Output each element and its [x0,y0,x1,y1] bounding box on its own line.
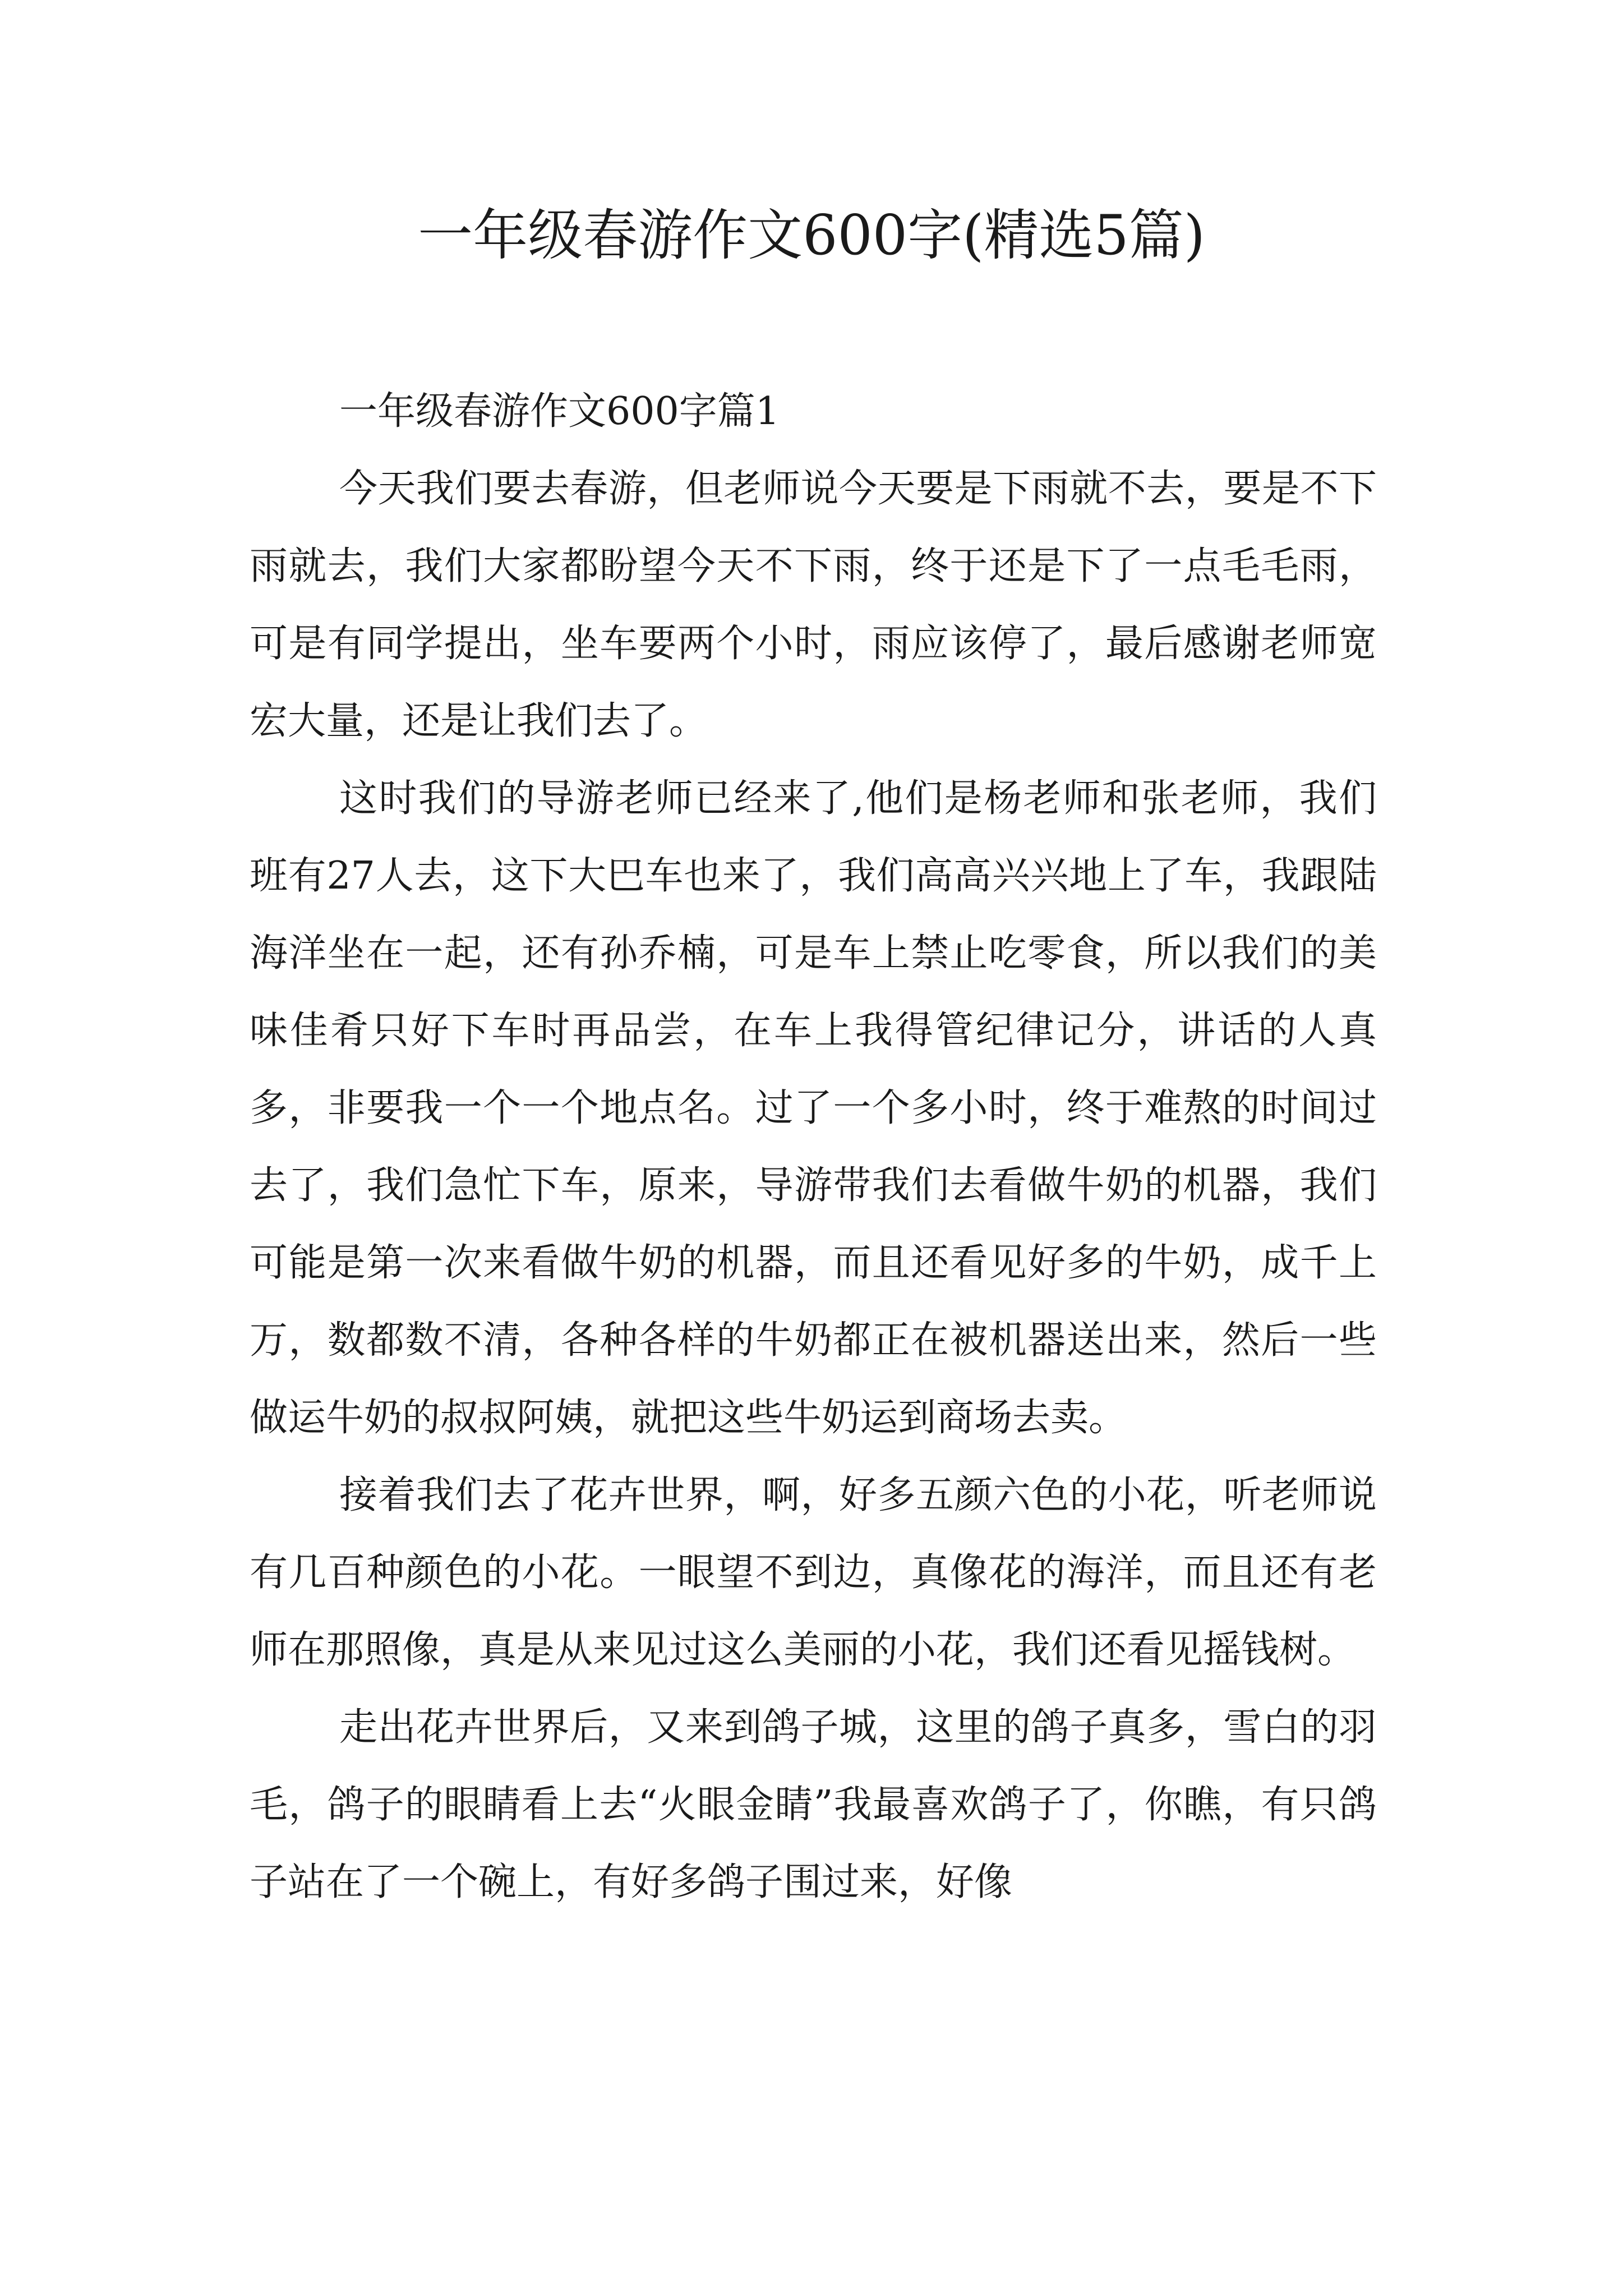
paragraph-3: 接着我们去了花卉世界，啊，好多五颜六色的小花，听老师说有几百种颜色的小花。一眼望不到边，真像花的海洋，而且还有老师在那照像，真是从来见过这么美丽的小花，我们还看见摇钱树。 [250,1473,1377,1672]
paragraph-1: 今天我们要去春游，但老师说今天要是下雨就不去，要是不下雨就去，我们大家都盼望今天不下雨，终于还是下了一点毛毛雨，可是有同学提出，坐车要两个小时，雨应该停了，最后感谢老师宽宏大量，还是让我们去了。 [250,467,1377,743]
document-body [250,373,1377,1921]
paragraph-2: 这时我们的导游老师已经来了,他们是杨老师和张老师，我们班有27人去，这下大巴车也来了，我们高高兴兴地上了车，我跟陆海洋坐在一起，还有孙乔楠，可是车上禁止吃零食，所以我们的美味佳肴只好下车时再品尝，在车上我得管纪律记分，讲话的人真多，非要我一个一个地点名。过了一个多小时，终于难熬的时间过去了，我们急忙下车，原来，导游带我们去看做牛奶的机器，我们可能是第一次来看做牛奶的机器，而且还看见好多的牛奶，成千上万，数都数不清，各种各样的牛奶都正在被机器送出来，然后一些做运牛奶的叔叔阿姨，就把这些牛奶运到商场去卖。 [250,776,1377,1440]
paragraph-4: 走出花卉世界后，又来到鸽子城，这里的鸽子真多，雪白的羽毛，鸽子的眼睛看上去“火眼金睛”我最喜欢鸽子了，你瞧，有只鸽子站在了一个碗上，有好多鸽子围过来，好像 [250,1705,1377,1904]
document-title: 一年级春游作文600字(精选5篇) [418,204,1205,268]
section-heading: 一年级春游作文600字篇1 [339,389,780,434]
